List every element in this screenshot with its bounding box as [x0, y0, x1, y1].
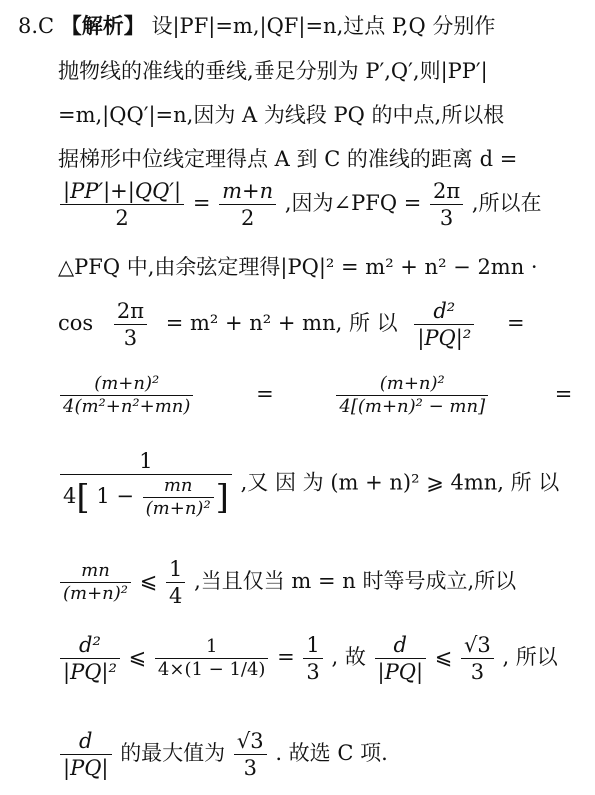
fraction-d-pq: [60, 728, 112, 781]
fraction-denominator: 3: [439, 206, 454, 230]
fraction-one-over-bracket: [60, 448, 232, 520]
fraction-numerator: 1: [303, 632, 322, 659]
line-4: 据梯形中位线定理得点 A 到 C 的准线的距离 d =: [58, 147, 518, 171]
fraction-one-quarter: [166, 556, 185, 609]
fraction-numerator: 1: [155, 636, 269, 659]
fraction-expansion-1: [60, 373, 193, 418]
fraction-one-third: [303, 632, 322, 685]
fraction-denominator: 4[(m+n)² − mn]: [339, 396, 486, 417]
line-5-tail: ,所以在: [471, 191, 542, 215]
one-minus: 1 −: [96, 484, 134, 508]
line-7-text: = m² + n² + mn, 所 以: [165, 311, 398, 335]
fraction-denominator: 4(m²+n²+mn): [63, 396, 191, 417]
line-5-text: ,因为∠PFQ =: [284, 191, 422, 215]
fraction-numerator: 1: [166, 556, 185, 583]
fraction-denominator: (m+n)²: [63, 583, 129, 604]
fraction-m-plus-n: [219, 178, 276, 231]
fraction-2pi-3: [430, 178, 463, 231]
leq-sign: ⩽: [434, 645, 453, 669]
line-10-text: ,当且仅当 m = n 时等号成立,所以: [194, 569, 517, 593]
fraction-sqrt3-3: [461, 632, 494, 685]
line-12-text: 的最大值为: [120, 741, 226, 765]
analysis-tag: 【解析】: [60, 13, 145, 38]
fraction-denominator: [60, 475, 232, 520]
line-10: [58, 556, 595, 609]
fraction-mn-over-square: [60, 560, 131, 605]
question-number: 8.C: [18, 14, 55, 38]
line-12-tail: . 故选 C 项.: [275, 741, 388, 765]
fraction-pp-qq: [60, 178, 184, 231]
fraction-d2-pq2: [60, 632, 120, 685]
right-bracket: ]: [215, 477, 229, 518]
fraction-numerator: d²: [414, 298, 474, 325]
fraction-denominator: 2: [115, 206, 129, 230]
fraction-denominator: 3: [123, 326, 138, 350]
equals-sign: =: [554, 382, 573, 406]
fraction-one-over-product: [155, 636, 269, 681]
fraction-expansion-2: [336, 373, 488, 418]
fraction-denominator: |PQ|: [63, 756, 109, 780]
line-8: [58, 373, 595, 418]
fraction-numerator: √3: [461, 632, 494, 659]
fraction-denominator: 3: [306, 660, 320, 684]
fraction-denominator: |PQ|²: [417, 326, 472, 350]
line-12: [58, 728, 595, 781]
line-9-text: ,又 因 为 (m + n)² ⩾ 4mn, 所 以: [240, 470, 560, 495]
fraction-denominator: 2: [240, 206, 255, 230]
fraction-sqrt3-3: [234, 728, 267, 781]
coefficient-four: 4: [63, 484, 77, 508]
line-7: [58, 298, 595, 351]
line-2: 抛物线的准线的垂线,垂足分别为 P′,Q′,则|PP′|: [58, 59, 488, 83]
fraction-denominator: 4: [169, 584, 183, 608]
line-1: [18, 12, 595, 40]
fraction-numerator: d: [60, 728, 112, 755]
line-9: [58, 448, 595, 520]
line-11: [58, 632, 595, 685]
fraction-numerator: 2π: [430, 178, 463, 205]
fraction-d-pq: [375, 632, 427, 685]
fraction-numerator: 1: [60, 448, 232, 475]
fraction-denominator: 3: [243, 756, 257, 780]
fraction-denominator: (m+n)²: [145, 498, 211, 519]
line-11-text: , 故: [331, 645, 366, 669]
fraction-numerator: d²: [60, 632, 120, 659]
fraction-mn-over-square: [143, 475, 214, 520]
line-1-text: 设|PF|=m,|QF|=n,过点 P,Q 分别作: [151, 14, 496, 38]
fraction-d2-pq2: [414, 298, 474, 351]
fraction-numerator: 2π: [114, 298, 147, 325]
fraction-numerator: |PP′|+|QQ′|: [60, 178, 184, 205]
equals-sign: =: [192, 191, 211, 215]
fraction-denominator: |PQ|: [377, 660, 424, 684]
fraction-numerator: (m+n)²: [336, 373, 488, 396]
left-bracket: [: [76, 477, 90, 518]
fraction-denominator: 3: [470, 660, 485, 684]
fraction-numerator: √3: [234, 728, 267, 755]
equals-sign: =: [277, 645, 295, 669]
fraction-numerator: mn: [60, 560, 131, 583]
equals-sign: =: [256, 382, 274, 406]
equals-sign: =: [506, 311, 525, 335]
fraction-denominator: |PQ|²: [63, 660, 117, 684]
fraction-denominator: 4×(1 − 1/4): [157, 659, 266, 680]
line-5: [58, 178, 595, 231]
fraction-numerator: (m+n)²: [60, 373, 193, 396]
line-6: △PFQ 中,由余弦定理得|PQ|² = m² + n² − 2mn ·: [58, 255, 538, 279]
fraction-2pi-3: [114, 298, 147, 351]
leq-sign: ⩽: [128, 645, 147, 669]
line-3: =m,|QQ′|=n,因为 A 为线段 PQ 的中点,所以根: [58, 103, 505, 127]
leq-sign: ⩽: [139, 569, 158, 593]
line-11-tail: , 所以: [502, 645, 558, 669]
fraction-numerator: d: [375, 632, 427, 659]
fraction-numerator: m+n: [219, 178, 276, 205]
fraction-numerator: mn: [143, 475, 214, 498]
cos-label: cos: [58, 311, 94, 335]
